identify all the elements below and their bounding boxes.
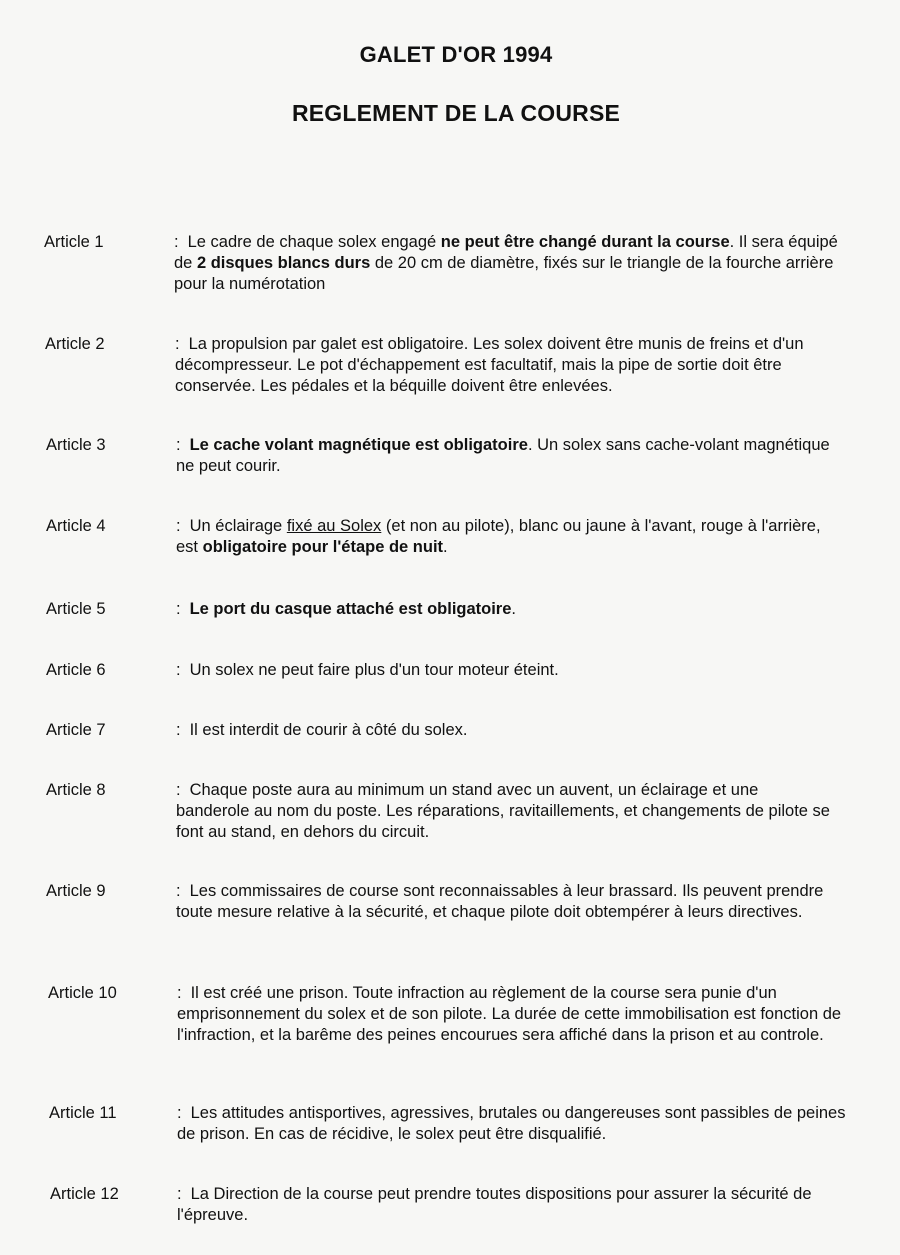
article-colon: : — [176, 882, 181, 900]
article-label: Article 9 — [46, 882, 106, 900]
article-label: Article 11 — [49, 1104, 117, 1122]
article-text — [175, 334, 845, 397]
article-text — [176, 780, 836, 843]
article-text — [177, 1103, 847, 1145]
article-label: Article 6 — [46, 661, 106, 679]
article-colon: : — [177, 1104, 182, 1122]
text-segment: . Il sera équipé de — [174, 233, 838, 272]
article-label: Article 4 — [46, 517, 106, 535]
article-label: Article 1 — [44, 233, 104, 251]
article-text — [176, 881, 836, 923]
article-colon: : — [176, 517, 181, 535]
text-segment: Un solex ne peut faire plus d'un tour moteur éteint. — [189, 661, 559, 679]
article-colon: : — [177, 1185, 182, 1203]
article-text — [174, 232, 854, 295]
article-colon: : — [176, 721, 181, 739]
article-text — [176, 720, 836, 741]
document-title: GALET D'OR 1994 — [359, 42, 553, 67]
article-label: Article 8 — [46, 781, 106, 799]
article-label: Article 12 — [50, 1185, 119, 1203]
article-colon: : — [175, 335, 180, 353]
text-segment: de 20 cm de diamètre, fixés sur le triangle de la fourche arrière pour la numérotation — [174, 254, 834, 293]
article-colon: : — [174, 233, 179, 251]
article-colon: : — [176, 661, 181, 679]
text-segment: (et non au pilote), blanc ou jaune à l'avant, rouge à l'arrière, est — [176, 517, 821, 556]
text-segment: Les commissaires de course sont reconnaissables à leur brassard. Ils peuvent prendre toute mesure relative à la sécurité, et chaque pilote doit obtempérer à leurs directives. — [176, 882, 824, 921]
article-colon: : — [176, 600, 181, 618]
article-colon: : — [176, 436, 181, 454]
bold-text: ne peut être changé durant la course — [440, 233, 730, 251]
article-text — [176, 660, 836, 681]
article-text — [176, 599, 836, 620]
article-text — [176, 516, 836, 558]
article-label: Article 10 — [48, 984, 117, 1002]
article-label: Article 5 — [46, 600, 106, 618]
text-segment: La propulsion par galet est obligatoire. Les solex doivent être munis de freins et d'un décompresseur. Le pot d'échappement est facultatif, mais la pipe de sortie doit être conservée. Les pédales et la béquille doivent être enlevées. — [175, 335, 804, 395]
article-text — [176, 435, 836, 477]
article-text — [177, 983, 857, 1046]
text-segment: . — [443, 538, 448, 556]
text-segment: . — [511, 600, 517, 618]
text-segment: Un éclairage — [189, 517, 287, 535]
document-subtitle: REGLEMENT DE LA COURSE — [291, 100, 621, 126]
text-segment: Les attitudes antisportives, agressives, brutales ou dangereuses sont passibles de peines de prison. En cas de récidive, le solex peut être disqualifié. — [177, 1104, 846, 1143]
underlined-text: fixé au Solex — [286, 517, 382, 535]
article-label: Article 7 — [46, 721, 106, 739]
article-label: Article 2 — [45, 335, 105, 353]
article-label: Article 3 — [46, 436, 106, 454]
text-segment: La Direction de la course peut prendre toutes dispositions pour assurer la sécurité de l'épreuve. — [177, 1185, 812, 1224]
article-text — [177, 1184, 867, 1226]
article-colon: : — [177, 984, 182, 1002]
text-segment: Chaque poste aura au minimum un stand avec un auvent, un éclairage et une banderole au nom du poste. Les réparations, ravitaillements, et changements de pilote se font au stand, en dehors du circuit. — [176, 781, 830, 841]
text-segment: . Un solex sans cache-volant magnétique ne peut courir. — [176, 436, 830, 475]
text-segment: Le cadre de chaque solex engagé — [187, 233, 441, 251]
article-colon: : — [176, 781, 181, 799]
text-segment: Il est créé une prison. Toute infraction au règlement de la course sera punie d'un emprisonnement du solex et de son pilote. La durée de cette immobilisation est fonction de l'infraction, et la barême des peines encourues sera affiché dans la prison et au controle. — [177, 984, 842, 1044]
text-segment: Il est interdit de courir à côté du solex. — [189, 721, 468, 739]
bold-text: Le cache volant magnétique est obligatoire — [189, 436, 528, 454]
bold-text: 2 disques blancs durs — [196, 254, 371, 272]
bold-text: obligatoire pour l'étape de nuit — [202, 538, 444, 556]
bold-text: Le port du casque attaché est obligatoire — [189, 600, 512, 618]
